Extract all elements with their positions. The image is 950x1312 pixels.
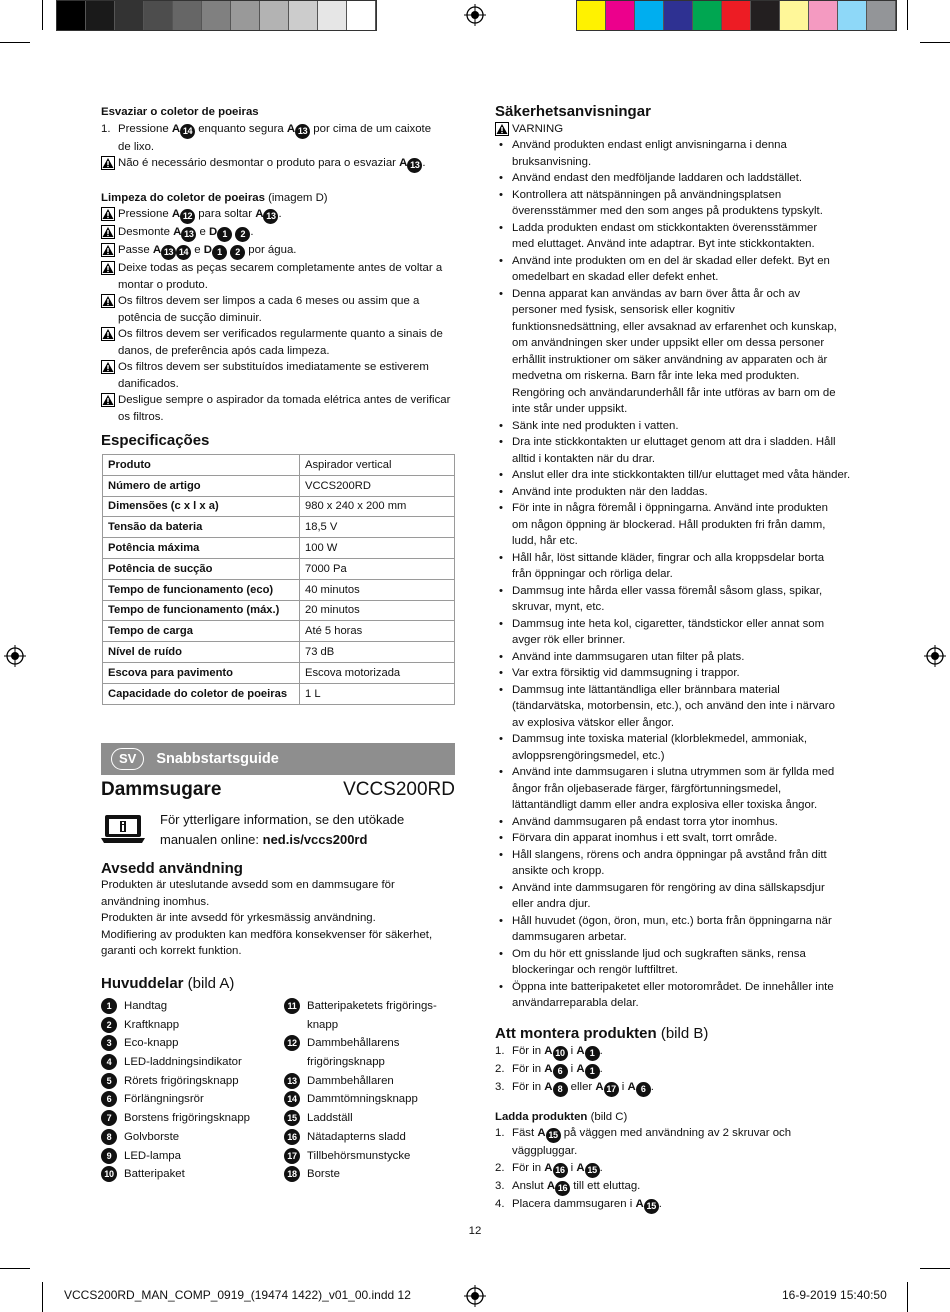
step-number: 2. [495,1063,505,1075]
table-cell: Potência de sucção [103,558,300,579]
table-row [103,558,455,579]
part-label: Handtag [124,1000,168,1012]
list-item [495,253,855,286]
list-item [495,550,855,583]
bullet-dot: • [499,667,503,679]
warning-item: Desligue sempre o aspirador da tomada elétrica antes de verificar os filtros. [101,392,457,425]
swatch [693,1,722,30]
part-ref-icon: 17 [604,1082,619,1097]
step-text: För in A 10 i A 1 . [512,1043,855,1061]
warning-item: Pressione A 12 para soltar A 13 . [101,206,457,224]
bullet-dot: • [499,683,503,696]
color-calibration-strip [576,0,897,31]
registration-mark-icon [464,1285,486,1307]
table-cell: 73 dB [300,642,455,663]
online-info: För ytterligare information, se den utökade manualen online: ned.is/vccs200rd [160,812,405,847]
part-label: LED-laddningsindikator [124,1056,242,1069]
bullet-dot: • [499,832,503,844]
part-ref-icon: 17 [284,1148,300,1164]
part-label: Dammbehållarens frigöringsknapp [307,1037,400,1069]
list-item [495,880,855,913]
part-ref-icon: 10 [553,1046,568,1061]
warning-item: Desmonte A 13 e D 1 2 . [101,224,457,242]
table-cell: 7000 Pa [300,558,455,579]
swatch [867,1,896,30]
table-row [103,455,455,476]
part-ref-icon: 15 [585,1163,600,1178]
crop-mark [907,0,908,30]
list-item [495,682,855,732]
table-cell: 40 minutos [300,579,455,600]
list-item [495,220,855,253]
part-label: Förlängningsrör [124,1093,204,1106]
list-item [495,616,855,649]
text-line: användning inomhus. [101,895,210,908]
part-label: LED-lampa [124,1149,181,1162]
registration-mark-icon [924,645,946,667]
bullet-dot: • [499,469,503,481]
part-ref-icon: 5 [101,1073,117,1089]
table-row [103,642,455,663]
table-cell: Tempo de funcionamento (eco) [103,579,300,600]
bullet-dot: • [499,485,503,498]
warning-item: Os filtros devem ser limpos a cada 6 meses ou assim que a potência de sucção diminuir. [101,293,457,326]
part-ref-icon: 13 [181,227,196,242]
part-label: Golvborste [124,1130,180,1143]
bullet-dot: • [499,419,503,432]
list-item-text: Dammsug inte hårda eller vassa föremål såsom glass, spikar, skruvar, mynt, etc. [512,584,823,613]
part-ref-icon: 13 [263,209,278,224]
swatch [144,1,173,30]
clean-heading: Limpeza do coletor de poeiras (imagem D) [101,191,328,204]
warning-label: VARNING [495,121,563,138]
table-cell: 980 x 240 x 200 mm [300,496,455,517]
list-item-text: Denna apparat kan användas av barn över åtta år och av personer med fysisk, sensorisk eller kognitiv funktionsnedsättning, eller avsaknad av erfarenhet och kunskap, om användningen sker under uppsikt eller om dessa personer erhållit instruktioner om säker användning av apparaten och är medvetna om riskerna. Barn får inte leka med produkten. Rengöring och användarunderhåll får inte utföras av barn om de inte står under uppsikt. [512,287,837,415]
part-ref-icon: 12 [284,1035,300,1051]
part-ref-icon: 13 [161,245,176,260]
crop-mark [907,1282,908,1312]
warning-item: Os filtros devem ser verificados regularmente quanto a sinais de danos, de preferência após cada limpeza. [101,326,457,359]
part-item [284,1035,459,1072]
step-text: För in A 6 i A 1 . [512,1061,855,1079]
swatch [231,1,260,30]
part-ref-icon: 12 [180,209,195,224]
bullet-dot: • [499,172,503,184]
part-label: Dammbehållaren [307,1074,394,1087]
table-row [103,496,455,517]
list-item-text: Ladda produkten endast om stickkontakten överensstämmer med eluttaget. Använd inte adaptrar. Byt inte stickkontakten. [512,221,818,250]
table-cell: 20 minutos [300,600,455,621]
part-ref-icon: 2 [101,1017,117,1033]
warning-triangle-icon [101,327,115,341]
part-label: Dammtömningsknapp [307,1093,418,1106]
step-item [495,1043,855,1061]
product-name: Dammsugare [101,779,222,800]
part-label: Eco-knapp [124,1037,179,1050]
list-item [495,649,855,666]
list-item [495,946,855,979]
warning-triangle-icon [101,207,115,221]
part-ref-icon: 8 [553,1082,568,1097]
swatch [577,1,606,30]
safety-heading: Säkerhetsanvisningar [495,103,651,120]
swatch [260,1,289,30]
footer-filename: VCCS200RD_MAN_COMP_0919_(19474 1422)_v01_00.indd 12 [64,1288,411,1302]
crop-mark [42,0,43,30]
part-label: Rörets frigöringsknapp [124,1074,239,1087]
part-item [284,1166,459,1185]
bullet-dot: • [499,188,503,201]
list-item-text: Öppna inte batteripaketet eller motorområdet. De innehåller inte användarreparabla delar. [512,980,834,1009]
product-code: VCCS200RD [343,779,455,800]
part-item [101,1073,250,1092]
registration-mark-icon [464,4,486,26]
part-item [284,1129,459,1148]
list-item [495,913,855,946]
list-item-text: Förvara din apparat inomhus i ett svalt, torrt område. [512,832,778,844]
list-item [495,434,855,467]
list-item-text: Var extra försiktig vid dammsugning i trappor. [512,667,740,679]
text-line: Modifiering av produkten kan medföra konsekvenser för säkerhet, [101,928,433,941]
part-ref-icon: 14 [284,1091,300,1107]
crop-mark [0,1268,30,1269]
bullet-dot: • [499,221,503,234]
part-ref-icon: 9 [101,1148,117,1164]
swatch [86,1,115,30]
spec-heading: Especificações [101,432,210,449]
bullet-dot: • [499,815,503,828]
part-ref-icon: 1 [585,1046,600,1061]
list-item [495,187,855,220]
gray-calibration-strip [56,0,377,31]
swatch [722,1,751,30]
warning-triangle-icon [101,156,115,170]
list-item-text: Sänk inte ned produkten i vatten. [512,419,679,432]
bullet-dot: • [499,766,503,778]
list-item-text: Använd endast den medföljande laddaren och laddstället. [512,172,803,184]
part-ref-icon: 1 [101,998,117,1014]
warning-item: Passe A 13 14 e D 1 2 por água. [101,242,457,260]
list-item-text: Dra inte stickkontakten ur eluttaget genom att dra i sladden. Håll alltid i kontakten när du drar. [512,436,836,465]
part-ref-icon: 2 [230,245,245,260]
part-ref-icon: 13 [407,158,422,173]
part-item [101,998,250,1017]
table-cell: Tempo de carga [103,621,300,642]
part-ref-icon: 1 [585,1064,600,1079]
table-row [103,579,455,600]
bullet-dot: • [499,733,503,745]
warning-item: Não é necessário desmontar o produto para o esvaziar A 13 . [101,155,457,173]
spec-table [102,454,455,705]
bullet-dot: • [499,650,503,663]
table-cell: Dimensões (c x l x a) [103,496,300,517]
warning-triangle-icon [101,225,115,239]
swatch [780,1,809,30]
part-label: Batteripaket [124,1168,185,1181]
list-item [495,814,855,831]
part-item [284,998,459,1035]
swatch [751,1,780,30]
bullet-dot: • [499,584,503,597]
list-item-text: För inte in några föremål i öppningarna. Använd inte produkten om någon öppning är blockerad. Håll produkten fri från damm, ludd, hår etc. [512,502,828,547]
crop-mark [42,1282,43,1312]
swatch [318,1,347,30]
bullet-dot: • [499,914,503,927]
warning-triangle-icon [495,122,509,136]
bullet-dot: • [499,287,503,300]
part-ref-icon: 6 [101,1091,117,1107]
part-ref-icon: 14 [176,245,191,260]
table-cell: Até 5 horas [300,621,455,642]
part-ref-icon: 3 [101,1035,117,1051]
empty-step-1-cont: de lixo. [118,140,155,153]
table-row [103,662,455,683]
part-ref-icon: 16 [284,1129,300,1145]
list-item [495,731,855,764]
list-item-text: Dammsug inte toxiska material (klorblekmedel, ammoniak, avloppsrengöringsmedel, etc.) [512,733,807,762]
part-label: Laddställ [307,1112,353,1125]
list-item-text: Håll hår, löst sittande kläder, fingrar och alla kroppsdelar borta från öppningar och rörliga delar. [512,551,825,580]
part-ref-icon: 4 [101,1054,117,1070]
part-item [284,1091,459,1110]
table-cell: Tempo de funcionamento (máx.) [103,600,300,621]
swatch [173,1,202,30]
table-row [103,683,455,704]
part-item [284,1110,459,1129]
list-item-text: Om du hör ett gnisslande ljud och sugkraften sänks, rensa blockeringar och rengör luftfiltret. [512,947,806,976]
table-row [103,600,455,621]
list-item [495,484,855,501]
swatch [57,1,86,30]
part-ref-icon: 1 [217,227,232,242]
page-number: 12 [468,1225,482,1237]
bullet-dot: • [499,436,503,448]
list-item-text: Håll huvudet (ögon, öron, mun, etc.) borta från öppningarna när dammsugaren arbetar. [512,914,832,943]
part-item [101,1166,250,1185]
step-item [495,1079,855,1097]
table-row [103,517,455,538]
part-ref-icon: 15 [284,1110,300,1126]
text-line: garanti och korrekt funktion. [101,945,242,957]
table-cell: Produto [103,455,300,476]
part-item [101,1148,250,1167]
part-ref-icon: 18 [284,1166,300,1182]
part-label: Kraftknapp [124,1018,180,1031]
part-ref-icon: 1 [212,245,227,260]
list-item [495,467,855,484]
text-line: Produkten är uteslutande avsedd som en dammsugare för [101,879,395,891]
list-item [495,847,855,880]
list-item-text: Använd inte dammsugaren i slutna utrymmen som är fyllda med ångor från oljebaserade färger, färgförtunningsmedel, lättantändligt damm eller andra explosiva eller toxiska ångor. [512,766,835,811]
step-number: 3. [495,1081,505,1093]
table-row [103,621,455,642]
list-item-text: Anslut eller dra inte stickkontakten till/ur eluttaget med våta händer. [512,469,851,481]
warning-triangle-icon [101,294,115,308]
warning-item: Os filtros devem ser substituídos imediatamente se estiverem danificados. [101,359,457,392]
part-label: Borste [307,1168,340,1181]
part-label: Nätadapterns sladd [307,1130,406,1143]
warning-triangle-icon [101,393,115,407]
bullet-dot: • [499,848,503,861]
footer-date: 16-9-2019 15:40:50 [782,1288,887,1302]
table-cell: VCCS200RD [300,475,455,496]
list-item-text: Använd produkten endast enligt anvisningarna i denna bruksanvisning. [512,139,787,168]
part-ref-icon: 10 [101,1166,117,1182]
part-label: Borstens frigöringsknapp [124,1112,250,1125]
parts-list-left [101,998,250,1185]
table-cell: Aspirador vertical [300,455,455,476]
table-cell: Capacidade do coletor de poeiras [103,683,300,704]
part-ref-icon: 15 [644,1199,659,1214]
table-row [103,475,455,496]
list-item-text: Dammsug inte lättantändliga eller brännbara material (tändarvätska, motorbensin, etc.), och använd den inte i närvaro av explosiva vätskor eller ångor. [512,683,835,729]
bullet-dot: • [499,139,503,151]
use-heading: Avsedd användning [101,860,243,877]
table-cell: Escova para pavimento [103,662,300,683]
bullet-dot: • [499,617,503,630]
safety-bullets [495,137,855,1012]
part-ref-icon: 11 [284,998,300,1014]
part-item [101,1091,250,1110]
step-number: 1. [495,1045,505,1057]
warning-triangle-icon [101,261,115,275]
swatch [202,1,231,30]
list-item-text: Använd inte produkten när den laddas. [512,485,708,498]
table-row [103,538,455,559]
part-item [284,1073,459,1092]
bullet-dot: • [499,254,503,267]
manual-url[interactable]: ned.is/vccs200rd [262,832,368,847]
list-item-text: Använd inte dammsugaren för rengöring av dina sällskapsdjur eller andra djur. [512,881,825,910]
list-item [495,500,855,550]
mount-heading: Att montera produkten (bild B) [495,1025,709,1042]
bullet-dot: • [499,502,503,514]
part-item [101,1054,250,1073]
list-item-text: Dammsug inte heta kol, cigaretter, tändstickor eller annat som avger rök eller brinner. [512,617,825,646]
list-item [495,665,855,682]
part-ref-icon: 8 [101,1129,117,1145]
part-item [101,1035,250,1054]
bullet-dot: • [499,551,503,564]
table-cell: 1 L [300,683,455,704]
empty-heading: Esvaziar o coletor de poeiras [101,106,259,118]
quickstart-title: Snabbstartsguide [156,750,279,767]
mount-steps [495,1043,855,1097]
table-cell: 100 W [300,538,455,559]
swatch [289,1,318,30]
crop-mark [920,42,950,43]
swatch [606,1,635,30]
list-item-text: Använd inte produkten om en del är skadad eller defekt. Byt en omedelbart en skadad eller defekt enhet. [512,254,830,283]
part-ref-icon: 13 [295,124,310,139]
text-line: Produkten är inte avsedd för yrkesmässig användning. [101,912,376,924]
warning-triangle-icon [101,360,115,374]
part-label: Batteripaketets frigörings- knapp [307,1000,437,1031]
table-cell: Número de artigo [103,475,300,496]
swatch [664,1,693,30]
list-item [495,979,855,1012]
part-ref-icon: 15 [546,1128,561,1143]
list-item-text: Kontrollera att nätspänningen på användningsplatsen överensstämmer med den som anges på produktens typskylt. [512,188,823,217]
swatch [115,1,144,30]
part-ref-icon: 2 [235,227,250,242]
language-badge: SV [111,748,144,770]
part-item [101,1110,250,1129]
table-cell: Tensão da bateria [103,517,300,538]
part-ref-icon: 6 [636,1082,651,1097]
list-item [495,764,855,814]
part-item [284,1148,459,1167]
table-cell: 18,5 V [300,517,455,538]
step-text: För in A 8 eller A 17 i A 6 . [512,1079,855,1097]
part-label: Tillbehörsmunstycke [307,1149,411,1162]
list-item [495,583,855,616]
part-ref-icon: 14 [180,124,195,139]
swatch [809,1,838,30]
left-column [101,104,457,425]
list-item [495,170,855,187]
list-item [495,418,855,435]
parts-list-right [284,998,459,1185]
warning-triangle-icon [101,243,115,257]
list-item [495,137,855,170]
registration-mark-icon [4,645,26,667]
swatch [838,1,867,30]
part-item [101,1129,250,1148]
crop-mark [920,1268,950,1269]
empty-step-1: 1. Pressione A 14 enquanto segura A 13 por cima de um caixote [101,121,457,139]
table-cell: Potência máxima [103,538,300,559]
part-ref-icon: 16 [555,1181,570,1196]
part-item [101,1017,250,1036]
parts-heading: Huvuddelar (bild A) [101,975,235,992]
list-item [495,830,855,847]
step-item [495,1061,855,1079]
laptop-info-icon [101,814,145,844]
charge-heading: Ladda produkten (bild C) [495,1111,628,1123]
part-ref-icon: 13 [284,1073,300,1089]
list-item-text: Använd inte dammsugaren utan filter på plats. [512,650,745,663]
use-text [101,877,457,960]
bullet-dot: • [499,947,503,960]
swatch [635,1,664,30]
charge-steps: 1. Fäst A 15 på väggen med användning av 2 skruvar och väggpluggar. 2. För in A 16 i A 15 . 3. Anslut A 16 till ett eluttag. 4. Placera dammsugaren i A 15 . [495,1125,855,1214]
bullet-dot: • [499,980,503,993]
table-cell: Escova motorizada [300,662,455,683]
part-ref-icon: 7 [101,1110,117,1126]
bullet-dot: • [499,881,503,894]
swatch [347,1,376,30]
part-ref-icon: 16 [553,1163,568,1178]
crop-mark [0,42,30,43]
warning-item: Deixe todas as peças secarem completamente antes de voltar a montar o produto. [101,260,457,293]
list-item [495,286,855,418]
quickstart-banner [101,743,455,775]
part-ref-icon: 6 [553,1064,568,1079]
list-item-text: Använd dammsugaren på endast torra ytor inomhus. [512,815,778,828]
list-item-text: Håll slangens, rörens och andra öppningar på avstånd från ditt ansikte och kropp. [512,848,827,877]
table-cell: Nível de ruído [103,642,300,663]
